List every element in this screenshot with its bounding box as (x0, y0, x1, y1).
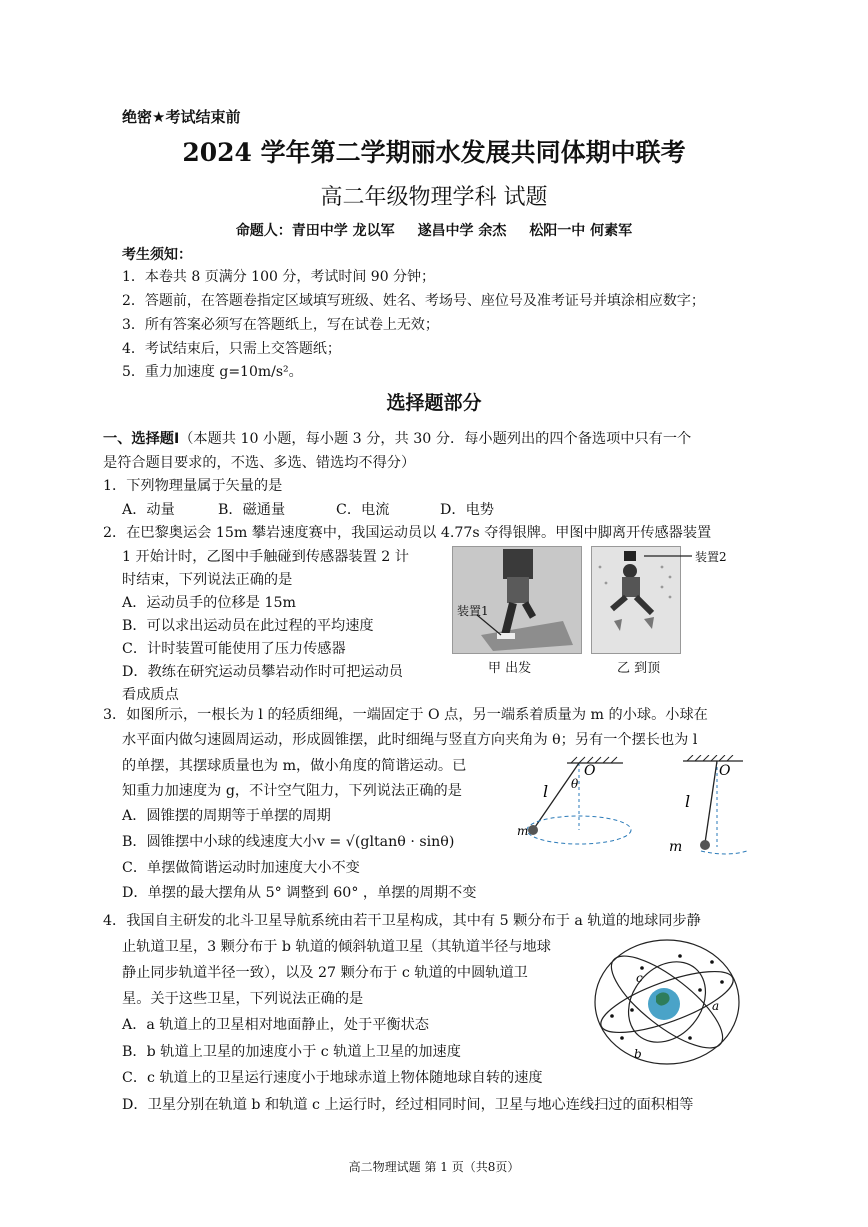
q3-stem-cont: 的单摆，其摆球质量也为 m，做小角度的简谐运动。已 (122, 758, 467, 774)
caption-top: 乙 到顶 (617, 661, 661, 676)
notice-item: 3．所有答案必须写在答题纸上，写在试卷上无效； (122, 317, 439, 333)
q4-option-c: C．c 轨道上的卫星运行速度小于地球赤道上物体随地球自转的速度 (122, 1070, 543, 1086)
q3-option-a: A．圆锥摆的周期等于单摆的周期 (122, 808, 331, 824)
author-3: 松阳一中 何素军 (529, 223, 633, 239)
notice-heading: 考生须知： (122, 247, 192, 263)
orbit-diagram (592, 938, 742, 1066)
notice-item: 1．本卷共 8 页满分 100 分，考试时间 90 分钟； (122, 269, 436, 285)
q4-stem-cont: 静止同步轨道半径一致），以及 27 颗分布于 c 轨道的中圆轨道卫 (122, 965, 528, 981)
q1-option-a: A．动量 (122, 502, 175, 518)
authors (0, 220, 868, 240)
part1-desc: （本题共 10 小题，每小题 3 分，共 30 分．每小题列出的四个备选项中只有一个 (179, 431, 692, 447)
q3-stem-cont: 知重力加速度为 g，不计空气阻力，下列说法正确的是 (122, 783, 462, 799)
caption-start: 甲 出发 (488, 661, 532, 676)
simple-l-label: l (685, 792, 691, 811)
q4-option-a: A．a 轨道上的卫星相对地面静止，处于平衡状态 (122, 1017, 429, 1033)
simple-o-label: O (719, 763, 731, 779)
q2-stem-cont: 1 开始计时，乙图中手触碰到传感器装置 2 计 (122, 549, 409, 565)
q2-stem-cont: 时结束，下列说法正确的是 (122, 572, 293, 588)
climb-start-photo (452, 546, 582, 654)
q4-stem: 4．我国自主研发的北斗卫星导航系统由若干卫星构成，其中有 5 颗分布于 a 轨道的地球同步静 (103, 913, 701, 929)
q3-option-c: C．单摆做简谐运动时加速度大小不变 (122, 860, 360, 876)
pendulum-diagram (505, 755, 755, 865)
notice-item: 4．考试结束后，只需上交答题纸； (122, 341, 341, 357)
notice-item: 2．答题前，在答题卷指定区域填写班级、姓名、考场号、座位号及准考证号并填涂相应数字； (122, 293, 705, 309)
part1-description (103, 428, 691, 448)
q2-option-a: A．运动员手的位移是 15m (122, 595, 296, 611)
q2-stem: 2．在巴黎奥运会 15m 攀岩速度赛中，我国运动员以 4.77s 夺得银牌。甲图中脚离开传感器装置 (103, 525, 712, 541)
q4-stem-cont: 止轨道卫星，3 颗分布于 b 轨道的倾斜轨道卫星（其轨道半径与地球 (122, 939, 551, 955)
q1-option-b: B．磁通量 (218, 502, 286, 518)
q3-option-b: B．圆锥摆中小球的线速度大小v = √(gltanθ · sinθ) (122, 834, 455, 850)
q3-stem-cont: 水平面内做匀速圆周运动，形成圆锥摆，此时细绳与竖直方向夹角为 θ；另有一个摆长也为 l (122, 732, 698, 748)
device2-label: 装置2 (695, 550, 727, 564)
q4-option-d: D．卫星分别在轨道 b 和轨道 c 上运行时，经过相同时间，卫星与地心连线扫过的面积相等 (122, 1097, 694, 1113)
q1-stem: 1．下列物理量属于矢量的是 (103, 478, 283, 494)
q2-option-d-cont: 看成质点 (122, 687, 179, 703)
q1-option-d: D．电势 (440, 502, 494, 518)
q3-stem: 3．如图所示，一根长为 l 的轻质细绳，一端固定于 O 点，另一端系着质量为 m 的小球。小球在 (103, 707, 708, 723)
q1-options (122, 499, 494, 519)
part1-desc-cont: 是符合题目要求的，不选、多选、错选均不得分） (103, 455, 416, 471)
q4-stem-cont: 星。关于这些卫星，下列说法正确的是 (122, 991, 364, 1007)
orbit-c-label: c (636, 971, 643, 985)
q4-option-b: B．b 轨道上卫星的加速度小于 c 轨道上卫星的加速度 (122, 1044, 461, 1060)
cone-o-label: O (584, 763, 596, 779)
page-footer: 高二物理试题 第 1 页（共8页） (348, 1160, 520, 1174)
author-2: 遂昌中学 余杰 (417, 223, 507, 239)
q1-option-c: C．电流 (336, 502, 390, 518)
q2-option-c: C．计时装置可能使用了压力传感器 (122, 641, 346, 657)
notice-item: 5．重力加速度 g=10m/s²。 (122, 364, 303, 380)
q2-option-d: D．教练在研究运动员攀岩动作时可把运动员 (122, 664, 403, 680)
q2-option-b: B．可以求出运动员在此过程的平均速度 (122, 618, 374, 634)
cone-m-label: m (517, 824, 529, 838)
cone-theta-label: θ (571, 777, 579, 791)
device1-label: 装置1 (457, 604, 489, 618)
cone-l-label: l (543, 782, 549, 801)
q3-option-d: D．单摆的最大摆角从 5° 调整到 60° ，单摆的周期不变 (122, 885, 477, 901)
simple-m-label: m (669, 839, 683, 855)
confidential-mark: 绝密★考试结束前 (122, 108, 241, 126)
exam-subtitle: 高二年级物理学科 试题 (320, 185, 548, 210)
orbit-b-label: b (634, 1047, 642, 1061)
exam-title: 2024 学年第二学期丽水发展共同体期中联考 (182, 138, 686, 167)
author-1: 命题人：青田中学 龙以军 (235, 223, 395, 239)
device2-pointer (640, 548, 740, 578)
part1-label: 一、选择题Ⅰ (103, 431, 180, 447)
orbit-a-label: a (712, 999, 720, 1013)
section-title: 选择题部分 (386, 392, 482, 414)
